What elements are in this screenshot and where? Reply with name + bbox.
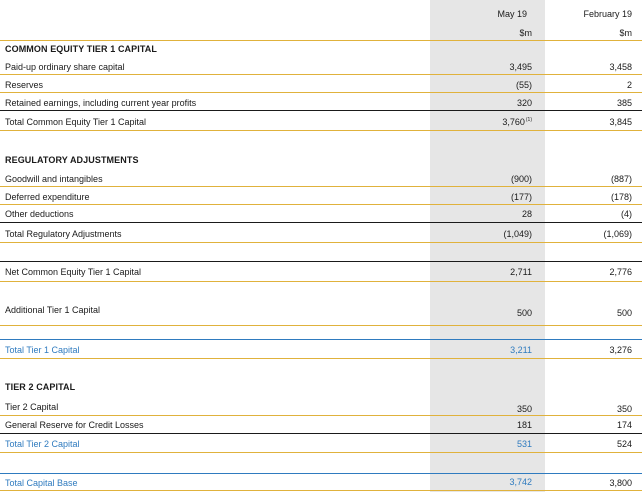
tier1-total-rule [0,339,642,340]
table-row: Paid-up ordinary share capital 3,495 3,458 [5,62,632,72]
table-row: Tier 2 Capital 350 350 [5,402,632,414]
total-rule [0,433,642,434]
header-feb: February 19 [583,9,632,19]
column-header-row [5,8,637,22]
footnote-marker: (1) [525,117,532,123]
unit-may: $m [519,28,532,38]
tier2-total-row: Total Tier 2 Capital 531 524 [5,439,632,449]
total-row-regulatory: Total Regulatory Adjustments (1,049) (1,069) [5,229,632,239]
row-rule [0,204,642,205]
net-cet1-row: Net Common Equity Tier 1 Capital 2,711 2,776 [5,267,632,277]
table-row: Deferred expenditure (177) (178) [5,192,632,202]
row-rule [0,325,642,326]
row-rule [0,358,642,359]
total-row-cet1: Total Common Equity Tier 1 Capital 3,760$^{(1)}$ 3,845 [5,117,632,127]
table-row: Reserves (55) 2 [5,80,632,90]
net-cet1-rule [0,261,642,262]
capital-base-row: Total Capital Base 3,742 3,800 [5,477,632,488]
capital-base-rule [0,473,642,474]
table-row: Retained earnings, including current year profits 320 385 [5,98,632,108]
table-row: Goodwill and intangibles (900) (887) [5,174,632,184]
header-may: May 19 [497,9,527,19]
row-rule [0,415,642,416]
total-rule [0,222,642,223]
section-title-regulatory: REGULATORY ADJUSTMENTS [5,155,139,165]
section-title-tier2: TIER 2 CAPITAL [5,382,76,392]
unit-header-row [5,27,637,41]
unit-feb: $m [619,28,632,38]
tier1-total-row: Total Tier 1 Capital 3,211 3,276 [5,345,632,355]
table-row: Other deductions 28 (4) [5,209,632,219]
header-rule [0,40,642,41]
at1-row: Additional Tier 1 Capital 500 500 [5,305,632,318]
table-row: General Reserve for Credit Losses 181 174 [5,420,632,430]
section-title-cet1: COMMON EQUITY TIER 1 CAPITAL [5,44,157,54]
row-rule [0,130,642,131]
row-rule [0,281,642,282]
row-rule [0,490,642,491]
row-rule [0,242,642,243]
total-rule [0,110,642,111]
row-rule [0,74,642,75]
row-rule [0,92,642,93]
row-rule [0,186,642,187]
row-rule [0,452,642,453]
